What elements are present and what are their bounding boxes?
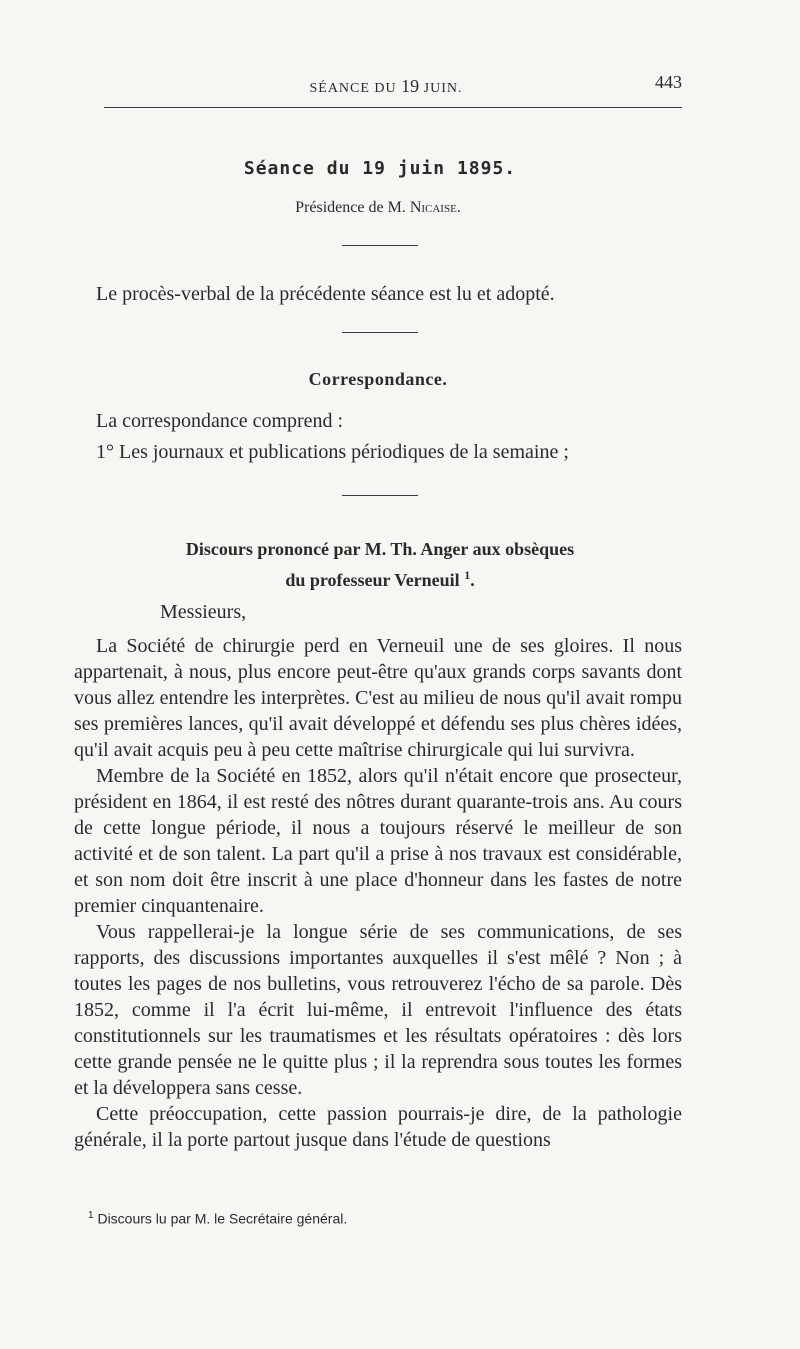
footnote-ref: 1 (464, 568, 471, 582)
correspondance-heading: Correspondance. (308, 369, 448, 389)
running-title (90, 76, 682, 97)
running-title-day: 19 (401, 76, 420, 96)
header-rule (104, 107, 682, 108)
discours-title-line2 (0, 562, 760, 593)
presidence-suffix: . (456, 199, 461, 216)
footnote-marker: 1 (88, 1210, 94, 1221)
proces-verbal-line: Le procès-verbal de la précédente séance est lu et adopté. (96, 283, 555, 305)
correspondance-item-1: 1° Les journaux et publications périodiques de la semaine ; (96, 441, 569, 463)
section-divider (342, 495, 418, 496)
page-number: 443 (655, 72, 682, 92)
discours-title-period: . (470, 570, 475, 590)
discours-title (0, 536, 760, 593)
correspondance-intro: La correspondance comprend : (96, 410, 344, 432)
discours-title-line2-text: du professeur Verneuil (285, 570, 465, 590)
seance-title: Séance du 19 juin 1895. (243, 158, 517, 179)
section-divider (342, 245, 418, 246)
footnote-text: Discours lu par M. le Secrétaire général. (93, 1210, 348, 1227)
running-title-a: SÉANCE DU (309, 81, 402, 96)
section-divider (342, 332, 418, 333)
presidence-line (0, 199, 756, 217)
salutation: Messieurs, (160, 601, 247, 623)
presidence-name: Nicaise (409, 199, 457, 216)
paragraph: Vous rappellerai-je la longue série de ses communications, de ses rapports, des discussions importantes auxquelles il s'est mêlé ? Non ; à toutes les pages de nos bulletins, vous retrouverez l'écho de sa parole. Dès 1852, comme il l'a écrit lui-même, il entrevoit l'influence des états constitutionnels sur les traumatismes et les résultats opératoires : dès lors cette grande pensée ne le quitte plus ; il la reprendra sous toutes les formes et la développera sans cesse. (74, 921, 682, 1099)
paragraph: Cette préoccupation, cette passion pourrais-je dire, de la pathologie générale, il la porte partout jusque dans l'étude de questions (74, 1103, 682, 1151)
paragraph: Membre de la Société en 1852, alors qu'il n'était encore que prosecteur, président en 1864, il est resté des nôtres durant quarante-trois ans. Au cours de cette longue période, il nous a toujours réservé le meilleur de son activité et de son talent. La part qu'il a prise à nos travaux est considérable, et son nom doit être inscrit à une place d'honneur dans les fastes de notre premier cinquantenaire. (74, 765, 682, 917)
speech-body (74, 633, 682, 1153)
footnote (88, 1210, 347, 1227)
presidence-prefix: Présidence de M. (295, 199, 410, 216)
discours-title-line1: Discours prononcé par M. Th. Anger aux obsèques (185, 539, 575, 559)
paragraph: La Société de chirurgie perd en Verneuil une de ses gloires. Il nous appartenait, à nous, plus encore peut-être qu'aux grands corps savants dont vous allez entendre les interprètes. C'est au milieu de nous qu'il avait rompu ses premières lances, qu'il avait développé et défendu ses plus chères idées, qu'il avait acquis peu à peu cette maîtrise chirurgicale qui lui survivra. (74, 635, 682, 761)
running-title-b: JUIN. (419, 81, 463, 96)
running-head (90, 72, 682, 94)
